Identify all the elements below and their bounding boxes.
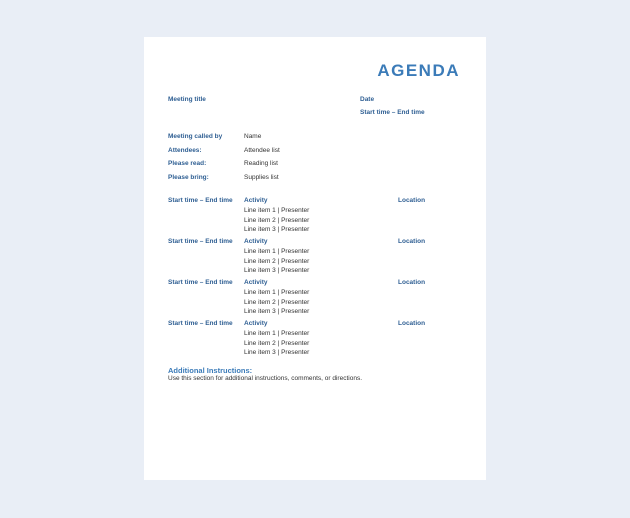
line-item: Line item 3 | Presenter xyxy=(244,267,310,275)
additional-instructions-heading: Additional Instructions: xyxy=(168,366,253,375)
block-activity: Activity xyxy=(244,279,268,286)
block-time: Start time – End time xyxy=(168,320,233,327)
agenda-title: AGENDA xyxy=(377,61,460,80)
attendees-value: Attendee list xyxy=(244,147,280,154)
line-item: Line item 1 | Presenter xyxy=(244,330,310,337)
meeting-time: Start time – End time xyxy=(360,109,425,116)
line-item: Line item 2 | Presenter xyxy=(244,298,310,306)
line-item: Line item 2 | Presenter xyxy=(244,216,310,224)
block-time: Start time – End time xyxy=(168,238,233,245)
line-item: Line item 1 | Presenter xyxy=(244,207,310,214)
attendees-label: Attendees: xyxy=(168,147,202,154)
please-bring-label: Please bring: xyxy=(168,174,209,181)
called-by-label: Meeting called by xyxy=(168,133,223,140)
block-location: Location xyxy=(398,238,426,245)
meeting-title: Meeting title xyxy=(168,96,206,103)
additional-instructions-text: Use this section for additional instructions, comments, or directions. xyxy=(168,375,363,382)
block-location: Location xyxy=(398,197,426,204)
line-item: Line item 3 | Presenter xyxy=(244,226,310,234)
block-location: Location xyxy=(398,320,426,327)
line-item: Line item 3 | Presenter xyxy=(244,308,310,316)
called-by-value: Name xyxy=(244,133,262,140)
block-activity: Activity xyxy=(244,197,268,204)
block-time: Start time – End time xyxy=(168,279,233,286)
please-bring-value: Supplies list xyxy=(244,174,279,181)
line-item: Line item 2 | Presenter xyxy=(244,339,310,347)
please-read-value: Reading list xyxy=(244,160,278,167)
block-time: Start time – End time xyxy=(168,197,233,204)
line-item: Line item 3 | Presenter xyxy=(244,349,310,357)
block-activity: Activity xyxy=(244,320,268,327)
line-item: Line item 1 | Presenter xyxy=(244,289,310,296)
agenda-page xyxy=(144,37,486,480)
please-read-label: Please read: xyxy=(168,160,207,167)
block-location: Location xyxy=(398,279,426,286)
line-item: Line item 1 | Presenter xyxy=(244,248,310,255)
date-label: Date xyxy=(360,96,375,103)
block-activity: Activity xyxy=(244,238,268,245)
line-item: Line item 2 | Presenter xyxy=(244,257,310,265)
